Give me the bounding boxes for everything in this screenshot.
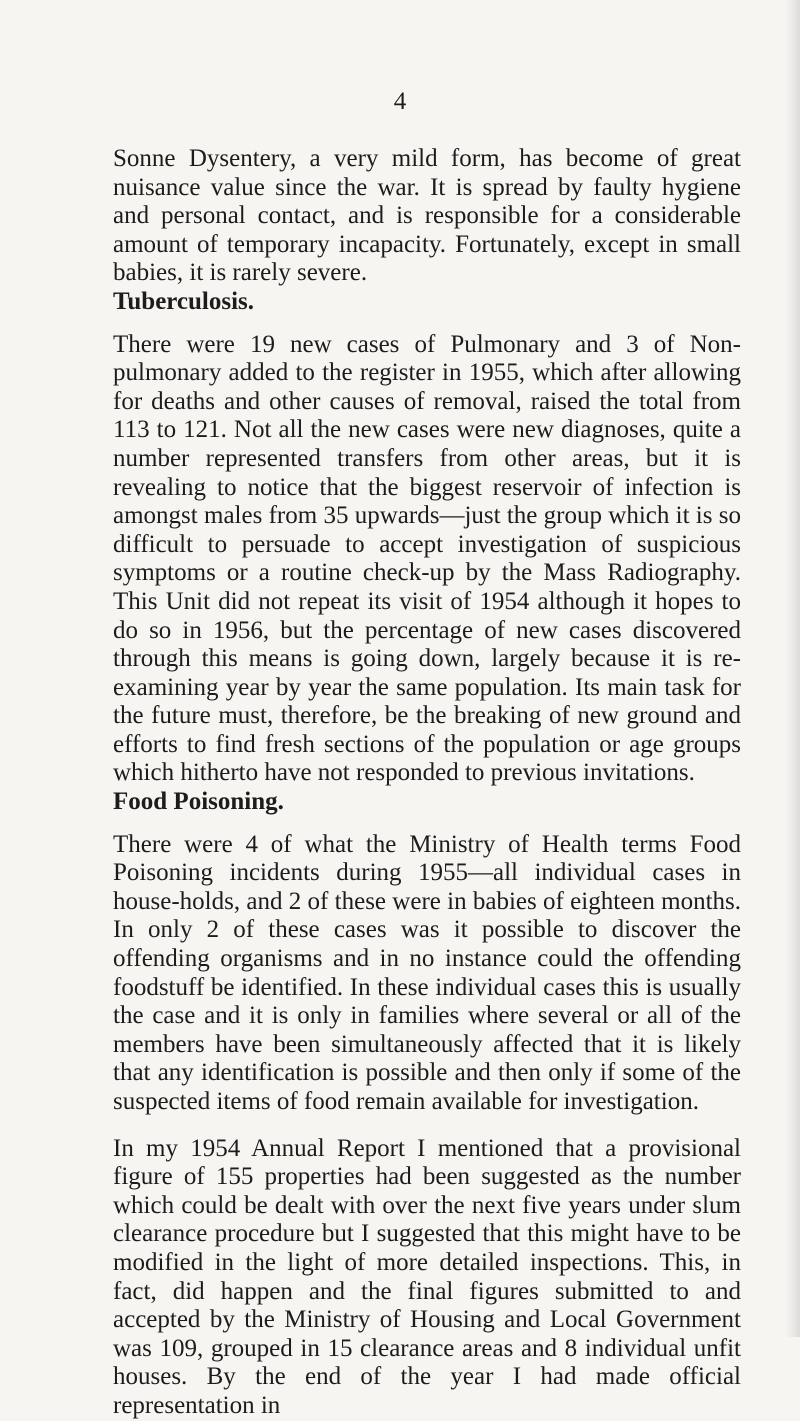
page-edge-shadow bbox=[786, 0, 800, 1337]
section-heading-food-poisoning: Food Poisoning. bbox=[113, 788, 284, 816]
document-body bbox=[113, 145, 741, 1421]
paragraph-sonne-dysentery: Sonne Dysentery, a very mild form, has become of great nuisance value since the war. It is spread by faulty hygiene and personal contact, and is responsible for a considerable amount of temporary incapacity. Fortunately, except in small babies, it is rarely severe. bbox=[113, 145, 741, 287]
paragraph-tuberculosis: There were 19 new cases of Pulmonary and 3 of Non-pulmonary added to the register in 1955, which after allowing for deaths and other causes of removal, raised the total from 113 to 121. Not all the new cases were new diagnoses, quite a number represented transfers from other areas, but it is revealing to notice that the biggest reservoir of infection is amongst males from 35 upwards—just the group which it is so difficult to persuade to accept investigation of suspicious symptoms or a routine check-up by the Mass Radiography. This Unit did not repeat its visit of 1954 although it hopes to do so in 1956, but the percentage of new cases discovered through this means is going down, largely because it is re-examining year by year the same population. Its main task for the future must, therefore, be the breaking of new ground and efforts to find fresh sections of the population or age groups which hitherto have not responded to previous invitations. bbox=[113, 330, 741, 787]
paragraph-food-poisoning: There were 4 of what the Ministry of Health terms Food Poisoning incidents during 1955—all individual cases in house-holds, and 2 of these were in babies of eighteen months. In only 2 of these cases was it possible to discover the offending organisms and in no instance could the offending foodstuff be identified. In these individual cases this is usually the case and it is only in families where several or all of the members have been simultaneously affected that it is likely that any identification is possible and then only if some of the suspected items of food remain available for investigation. bbox=[113, 830, 741, 1115]
section-heading-tuberculosis: Tuberculosis. bbox=[113, 287, 255, 315]
page-number: 4 bbox=[393, 88, 407, 115]
paragraph-housing: In my 1954 Annual Report I mentioned that a provisional figure of 155 properties had been suggested as the number which could be dealt with over the next five years under slum clearance procedure but I suggested that this might have to be modified in the light of more detailed inspections. This, in fact, did happen and the final figures submitted to and accepted by the Ministry of Housing and Local Government was 109, grouped in 15 clearance areas and 8 individual unfit houses. By the end of the year I had made official representation in bbox=[113, 1134, 741, 1419]
